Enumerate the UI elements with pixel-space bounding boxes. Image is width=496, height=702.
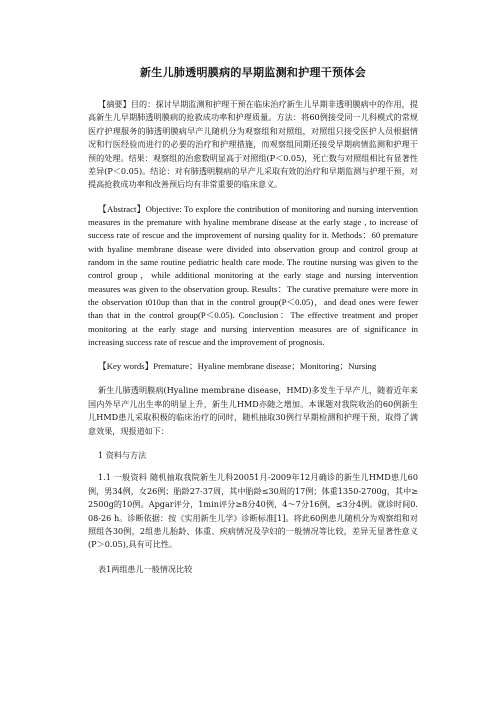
- paper-title: 新生儿肺透明膜病的早期监测和护理干预体会: [140, 66, 366, 79]
- intro-paragraph: 新生儿肺透明膜病(Hyaline membrane disease，HMD)多发生于早产儿，随着近年来国内外早产儿出生率的明显上升，新生儿HMD亦随之增加。本课题对我院收治的60例新生儿HMD患儿采取积极的临床治疗的同时，随机抽取30例行早期检测和护理干预，取得了满意效果，现报道如下：: [88, 385, 418, 436]
- abstract-cn: [88, 98, 418, 192]
- keywords-text: Premature；Hyaline membrane disease；Monitoring；Nursing: [153, 361, 377, 372]
- abstract-en-text: Objective: To explore the contribution of monitoring and nursing intervention measures in the premature with hyaline membrane disease at the early stage , to increase of success rate of rescue and the improvement of nursing quality for it. Methods：60 premature with hyaline membrane disease were divided into observation group and control group at random in the same routine pediatric health care mode. The routine nursing was given to the control group，while additional monitoring at the early stage and nursing intervention measures was given to the observation group. Results：The curative premature were more in the observation t010up than that in the control group(P＜0.05)，and dead ones were fewer than that in the control group(P＜0.05). Conclusion：The effective treatment and proper monitoring at the early stage and nursing intervention measures are of significance in increasing success rate of rescue and the improvement of prognosis.: [88, 203, 418, 347]
- table-caption: 表1两组患儿一般情况比较: [98, 563, 193, 574]
- keywords: [88, 360, 418, 373]
- abstract-cn-label: 【摘要】: [98, 99, 131, 109]
- document-page: [88, 62, 418, 576]
- abstract-en-label: 【Abstract】: [98, 203, 146, 214]
- section-heading: 1 资料与方法: [98, 450, 147, 461]
- abstract-cn-text: 目的：探讨早期监测和护理干预在临床治疗新生儿早期非透明膜病中的作用，提高新生儿早期肺透明膜病的抢救成功率和护理质量。方法：将60例接受同一儿科模式的常规医疗护理服务的肺透明膜病早产儿随机分为观察组和对照组，对照组只接受医护人员根据情况和行医经验而进行的必要的治疗和护理措施，而观察组同期还接受早期病情监测和护理干预的处理。结果：观察组的治愈数明显高于对照组(P＜0.05)，死亡数与对照组相比有显著性差异(P＜0.05)。结论：对有肺透明膜病的早产儿采取有效的治疗和早期监测与护理干预，对提高抢救成功率和改善预后均有非常重要的临床意义。: [88, 99, 418, 190]
- abstract-en: [88, 203, 418, 349]
- section-1-1-paragraph: 1.1 一般资料 随机抽取我院新生儿科20051月-2009年12月确诊的新生儿HMD患儿60例，男34例，女26例；胎龄27-37周，其中胎龄≤30周的17例；体重1350-2700g，其中≥2500g的10例。Apgar评分，1min评分≥8分40例，4～7分16例，≤3分4例。就诊时间0.08-26 h。诊断依据：按《实用新生儿学》诊断标准[1]。将此60例患儿随机分为观察组和对照组各30例，2组患儿胎龄、体重、疾病情况及孕妇的一般情况等比较，差异无显著性意义(P＞0.05),具有可比性。: [88, 472, 418, 550]
- keywords-label: 【Key words】: [98, 361, 154, 372]
